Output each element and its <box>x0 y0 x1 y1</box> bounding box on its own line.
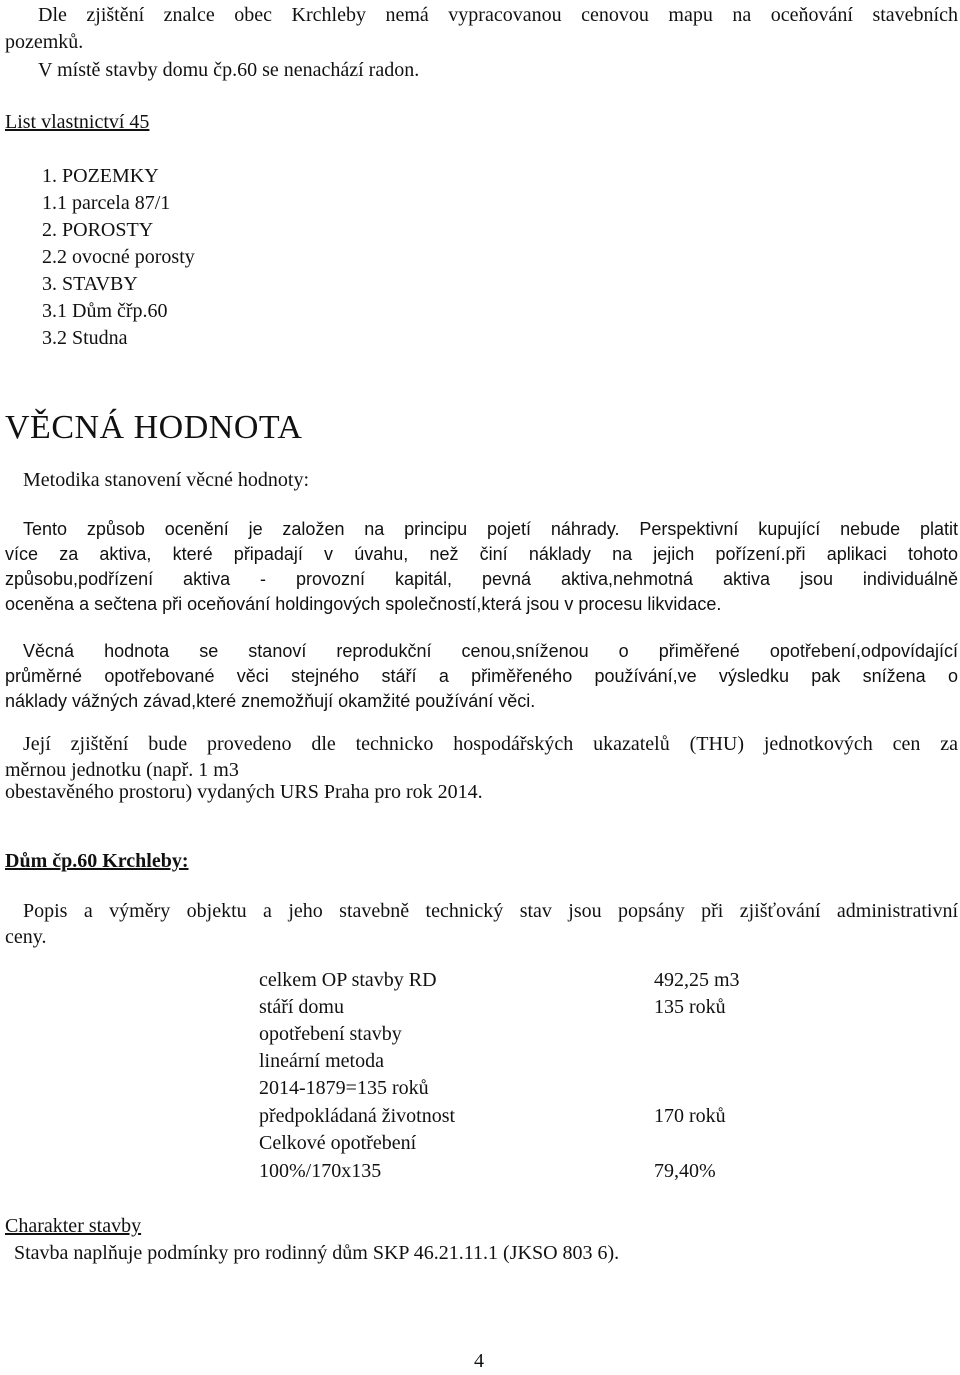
list-item: 1. POZEMKY <box>42 165 159 187</box>
character-text: Stavba naplňuje podmínky pro rodinný dům SKP 46.21.11.1 (JKSO 803 6). <box>14 1242 620 1264</box>
intro-line-1: Dle zjištění znalce obec Krchleby nemá vypracovanou cenovou mapu na oceňování stavebních <box>38 4 958 26</box>
spec-label: předpokládaná životnost <box>259 1105 456 1127</box>
list-item: 3.2 Studna <box>42 327 128 349</box>
ownership-title: List vlastnictví 45 <box>5 111 150 133</box>
page-number: 4 <box>474 1350 484 1372</box>
para1-line-3: způsobu,podřízení aktiva - provozní kapitál, pevná aktiva,nehmotná aktiva jsou individuálně <box>5 569 958 589</box>
para3-line-1: Její zjištění bude provedeno dle technicko hospodářských ukazatelů (THU) jednotkových cen za <box>23 733 958 755</box>
intro-line-3: V místě stavby domu čp.60 se nenachází radon. <box>38 59 420 81</box>
para1-line-4: oceněna a sečtena při oceňování holdingových společností,která jsou v procesu likvidace. <box>5 594 722 614</box>
para2-line-2: průměrné opotřebované věci stejného stáří a přiměřeného používání,ve výsledku pak snížena o <box>5 666 958 686</box>
intro-line-2: pozemků. <box>5 31 84 53</box>
spec-label: opotřebení stavby <box>259 1023 402 1045</box>
list-item: 1.1 parcela 87/1 <box>42 192 171 214</box>
para2-line-3: náklady vážných závad,které znemožňují okamžité používání věci. <box>5 691 536 711</box>
list-item: 2. POROSTY <box>42 219 154 241</box>
house-desc-line-2: ceny. <box>5 926 47 948</box>
section-heading: VĚCNÁ HODNOTA <box>5 409 303 446</box>
spec-label: 2014-1879=135 roků <box>259 1077 429 1099</box>
spec-label: stáří domu <box>259 996 344 1018</box>
house-desc-line-1: Popis a výměry objektu a jeho stavebně technický stav jsou popsány při zjišťování administrativní <box>23 900 958 922</box>
spec-value: 170 roků <box>654 1105 726 1127</box>
para2-line-1: Věcná hodnota se stanoví reprodukční cenou,sníženou o přiměřené opotřebení,odpovídající <box>23 641 958 661</box>
spec-value: 79,40% <box>654 1160 716 1182</box>
para3-line-3: obestavěného prostoru) vydaných URS Praha pro rok 2014. <box>5 781 483 803</box>
house-title: Dům čp.60 Krchleby: <box>5 850 189 872</box>
list-item: 3. STAVBY <box>42 273 138 295</box>
spec-label: 100%/170x135 <box>259 1160 382 1182</box>
spec-label: lineární metoda <box>259 1050 384 1072</box>
section-subheading: Metodika stanovení věcné hodnoty: <box>23 469 310 491</box>
para1-line-1: Tento způsob ocenění je založen na principu pojetí náhrady. Perspektivní kupující nebude platit <box>23 519 958 539</box>
spec-label: Celkové opotřebení <box>259 1132 417 1154</box>
spec-value: 492,25 m3 <box>654 969 740 991</box>
para3-line-2: měrnou jednotku (např. 1 m3 <box>5 759 239 781</box>
spec-value: 135 roků <box>654 996 726 1018</box>
list-item: 2.2 ovocné porosty <box>42 246 195 268</box>
spec-label: celkem OP stavby RD <box>259 969 437 991</box>
list-item: 3.1 Dům čřp.60 <box>42 300 168 322</box>
para1-line-2: více za aktiva, které připadají v úvahu, než činí náklady na jejich pořízení.při aplikaci tohoto <box>5 544 958 564</box>
character-title: Charakter stavby <box>5 1215 142 1237</box>
